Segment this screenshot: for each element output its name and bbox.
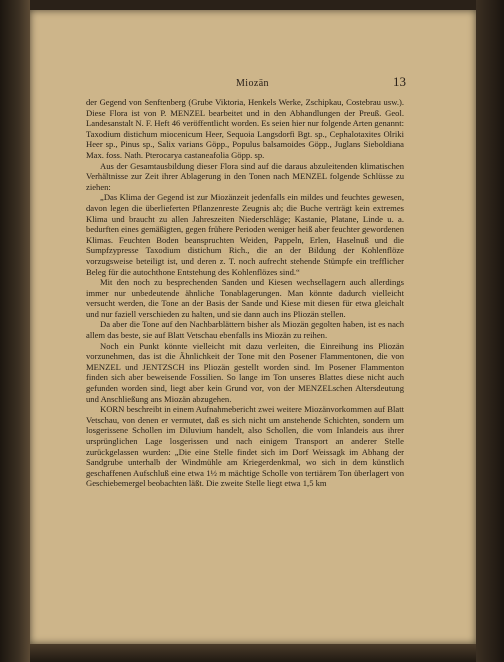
bottom-page-edge: [30, 644, 476, 662]
page-number: 13: [393, 74, 406, 89]
left-gutter-shadow: [0, 0, 30, 662]
page-body: [86, 97, 404, 489]
paragraph-menzel-quote: „Das Klima der Gegend ist zur Miozänzeit jedenfalls ein mildes und feuchtes gewesen, davon legen die überlieferten Pflanzenreste Zeugnis ab; die Buche verträgt kein extremes Klima und braucht zu allen Jahreszeiten Niederschläge; Kastanie, Platane, Linde u. a. bedurften eines gemäßigten, gegen frühere Perioden weniger heiß aber feuchter gewordenen Klimas. Feuchten Boden beanspruchten Weiden, Pappeln, Erlen, Haselnuß und die Sumpfzypresse Taxodium distichum Rich., die an der Bildung der Kohlenflöze vorzugsweise beteiligt ist, und deren z. T. noch aufrecht stehende Stümpfe ein trefflicher Beleg für die autochthone Entstehung des Kohlenflözes sind.“: [86, 192, 404, 277]
paragraph-korn-report: KORN beschreibt in einem Aufnahmebericht zwei weitere Miozänvorkommen auf Blatt Vetschau, von denen er vermutet, daß es sich nicht um anstehende Schichten, sondern um losgerissene Schollen im Diluvium handelt, also Schollen, die vom Inlandeis aus ihrer ursprünglichen Lage losgerissen und nach einigem Transport an anderer Stelle zurückgelassen wurden: „Die eine Stelle findet sich im Dorf Weissagk im Abhang der Sandgrube unterhalb der Windmühle am Kriegerdenkmal, wo sich in dem künstlich geschaffenen Aufschluß eine etwa 1½ m mächtige Scholle von tertiärem Ton überlagert von Geschiebemergel beobachten läßt. Die zweite Stelle liegt etwa 1,5 km: [86, 404, 404, 489]
right-page-edge: [476, 0, 504, 662]
paragraph-sands-gravels: Mit den noch zu besprechenden Sanden und Kiesen wechsellagern auch allerdings immer nur unbedeutende ähnliche Tonablagerungen. Man könnte dadurch vielleicht versucht werden, die Tone an der Basis der Sande und Kiese mit diesen für etwa gleichalt und nur faziell verschieden zu halten, und sie dann auch ins Pliozän stellen.: [86, 277, 404, 319]
paragraph-miocene-assignment: Da aber die Tone auf den Nachbarblättern bisher als Miozän gegolten haben, ist es nach allem das beste, sie auf Blatt Vetschau ebenfalls ins Miozän zu reihen.: [86, 319, 404, 341]
paragraph-flammenton: Noch ein Punkt könnte vielleicht mit dazu verleiten, die Einreihung ins Pliozän vorzunehmen, das ist die Ähnlichkeit der Tone mit den Posener Flammentonen, die von MENZEL und JENTZSCH ins Pliozän gestellt worden sind. Im Posener Flammenton finden sich aber beweisende Fossilien. So lange im Ton unseres Blattes diese nicht auch gefunden worden sind, liegt aber kein Grund vor, von der MENZELschen Altersdeutung und Anschließung ans Miozän abzugehen.: [86, 340, 404, 404]
running-head: Miozän: [236, 78, 269, 89]
paragraph-continuation: der Gegend von Senftenberg (Grube Viktoria, Henkels Werke, Zschipkau, Costebrau usw.). Diese Flora ist von P. MENZEL bearbeitet und in den Abhandlungen der Preuß. Geol. Landesanstalt N. F. Heft 46 veröffentlicht worden. Es seien hier nur folgende Arten genannt: Taxodium distichum miocenicum Heer, Sequoia Langsdorfi Bgt. sp., Cephalotaxites Olriki Heer sp., Pinus sp., Salix varians Göpp., Populus balsamoides Göpp., Juglans Sieboldiana Max. foss. Nath. Pterocarya castaneafolia Göpp. sp.: [86, 97, 404, 160]
paragraph-climate-intro: Aus der Gesamtausbildung dieser Flora sind auf die daraus abzuleitenden klimatischen Verhältnisse zur Zeit ihrer Ablagerung in den Tonen nach MENZEL folgende Schlüsse zu ziehen:: [86, 160, 404, 192]
